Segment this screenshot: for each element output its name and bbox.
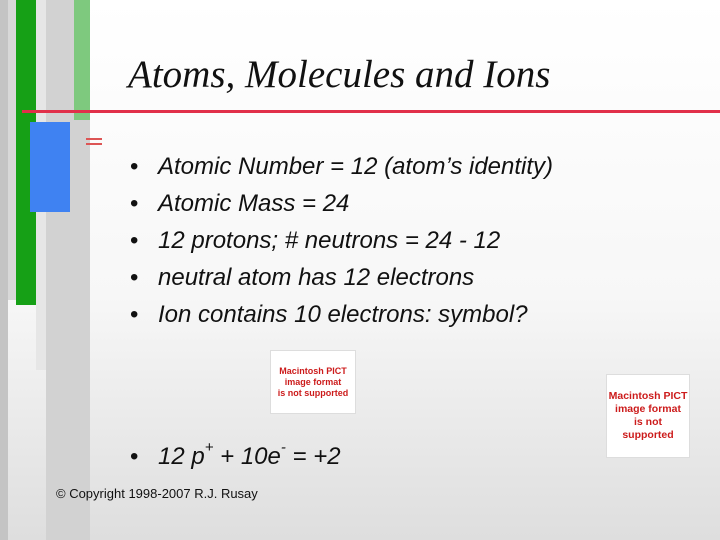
placeholder-line: Macintosh PICT <box>608 390 688 402</box>
ion-equation-line <box>130 430 341 475</box>
equation-superscript: - <box>280 439 286 456</box>
decor-tick-mark <box>86 138 102 140</box>
placeholder-line: image format <box>615 403 681 415</box>
copyright-notice: © Copyright 1998-2007 R.J. Rusay <box>56 486 258 501</box>
equation-part: + 10e <box>213 443 281 470</box>
equation-part: = +2 <box>285 443 341 470</box>
slide-title: Atoms, Molecules and Ions <box>128 53 551 96</box>
decor-tick-mark <box>86 143 102 145</box>
bullet-dot: • <box>130 443 139 470</box>
bullet-item <box>130 222 553 259</box>
bullet-text: Atomic Number = 12 (atom’s identity) <box>158 153 554 180</box>
bullet-dot: • <box>130 301 139 328</box>
decor-bar-green-light <box>74 0 90 120</box>
title-underline-rule <box>22 110 720 113</box>
bullet-item <box>130 296 553 333</box>
bullet-list <box>130 148 553 333</box>
bullet-item <box>130 185 553 222</box>
equation-superscript: + <box>204 439 214 456</box>
bullet-dot: • <box>130 190 139 217</box>
bullet-item <box>130 148 553 185</box>
unsupported-image-placeholder <box>270 350 356 414</box>
bullet-text: Ion contains 10 electrons: symbol? <box>158 301 528 328</box>
equation-part: 12 p <box>158 443 205 470</box>
bullet-text: neutral atom has 12 electrons <box>158 264 475 291</box>
bullet-text: Atomic Mass = 24 <box>158 190 350 217</box>
placeholder-line: is not supported <box>277 387 349 398</box>
unsupported-image-placeholder <box>606 374 690 458</box>
decor-bar-gray-light <box>8 0 16 300</box>
bullet-text: 12 protons; # neutrons = 24 - 12 <box>158 227 501 254</box>
decor-bar-gray <box>0 0 8 540</box>
placeholder-line: Macintosh PICT <box>279 365 347 376</box>
bullet-dot: • <box>130 153 139 180</box>
bullet-dot: • <box>130 227 139 254</box>
placeholder-line: image format <box>284 376 342 387</box>
decor-block-blue <box>30 122 70 212</box>
placeholder-line: is not supported <box>622 416 674 441</box>
bullet-item <box>130 259 553 296</box>
bullet-dot: • <box>130 264 139 291</box>
